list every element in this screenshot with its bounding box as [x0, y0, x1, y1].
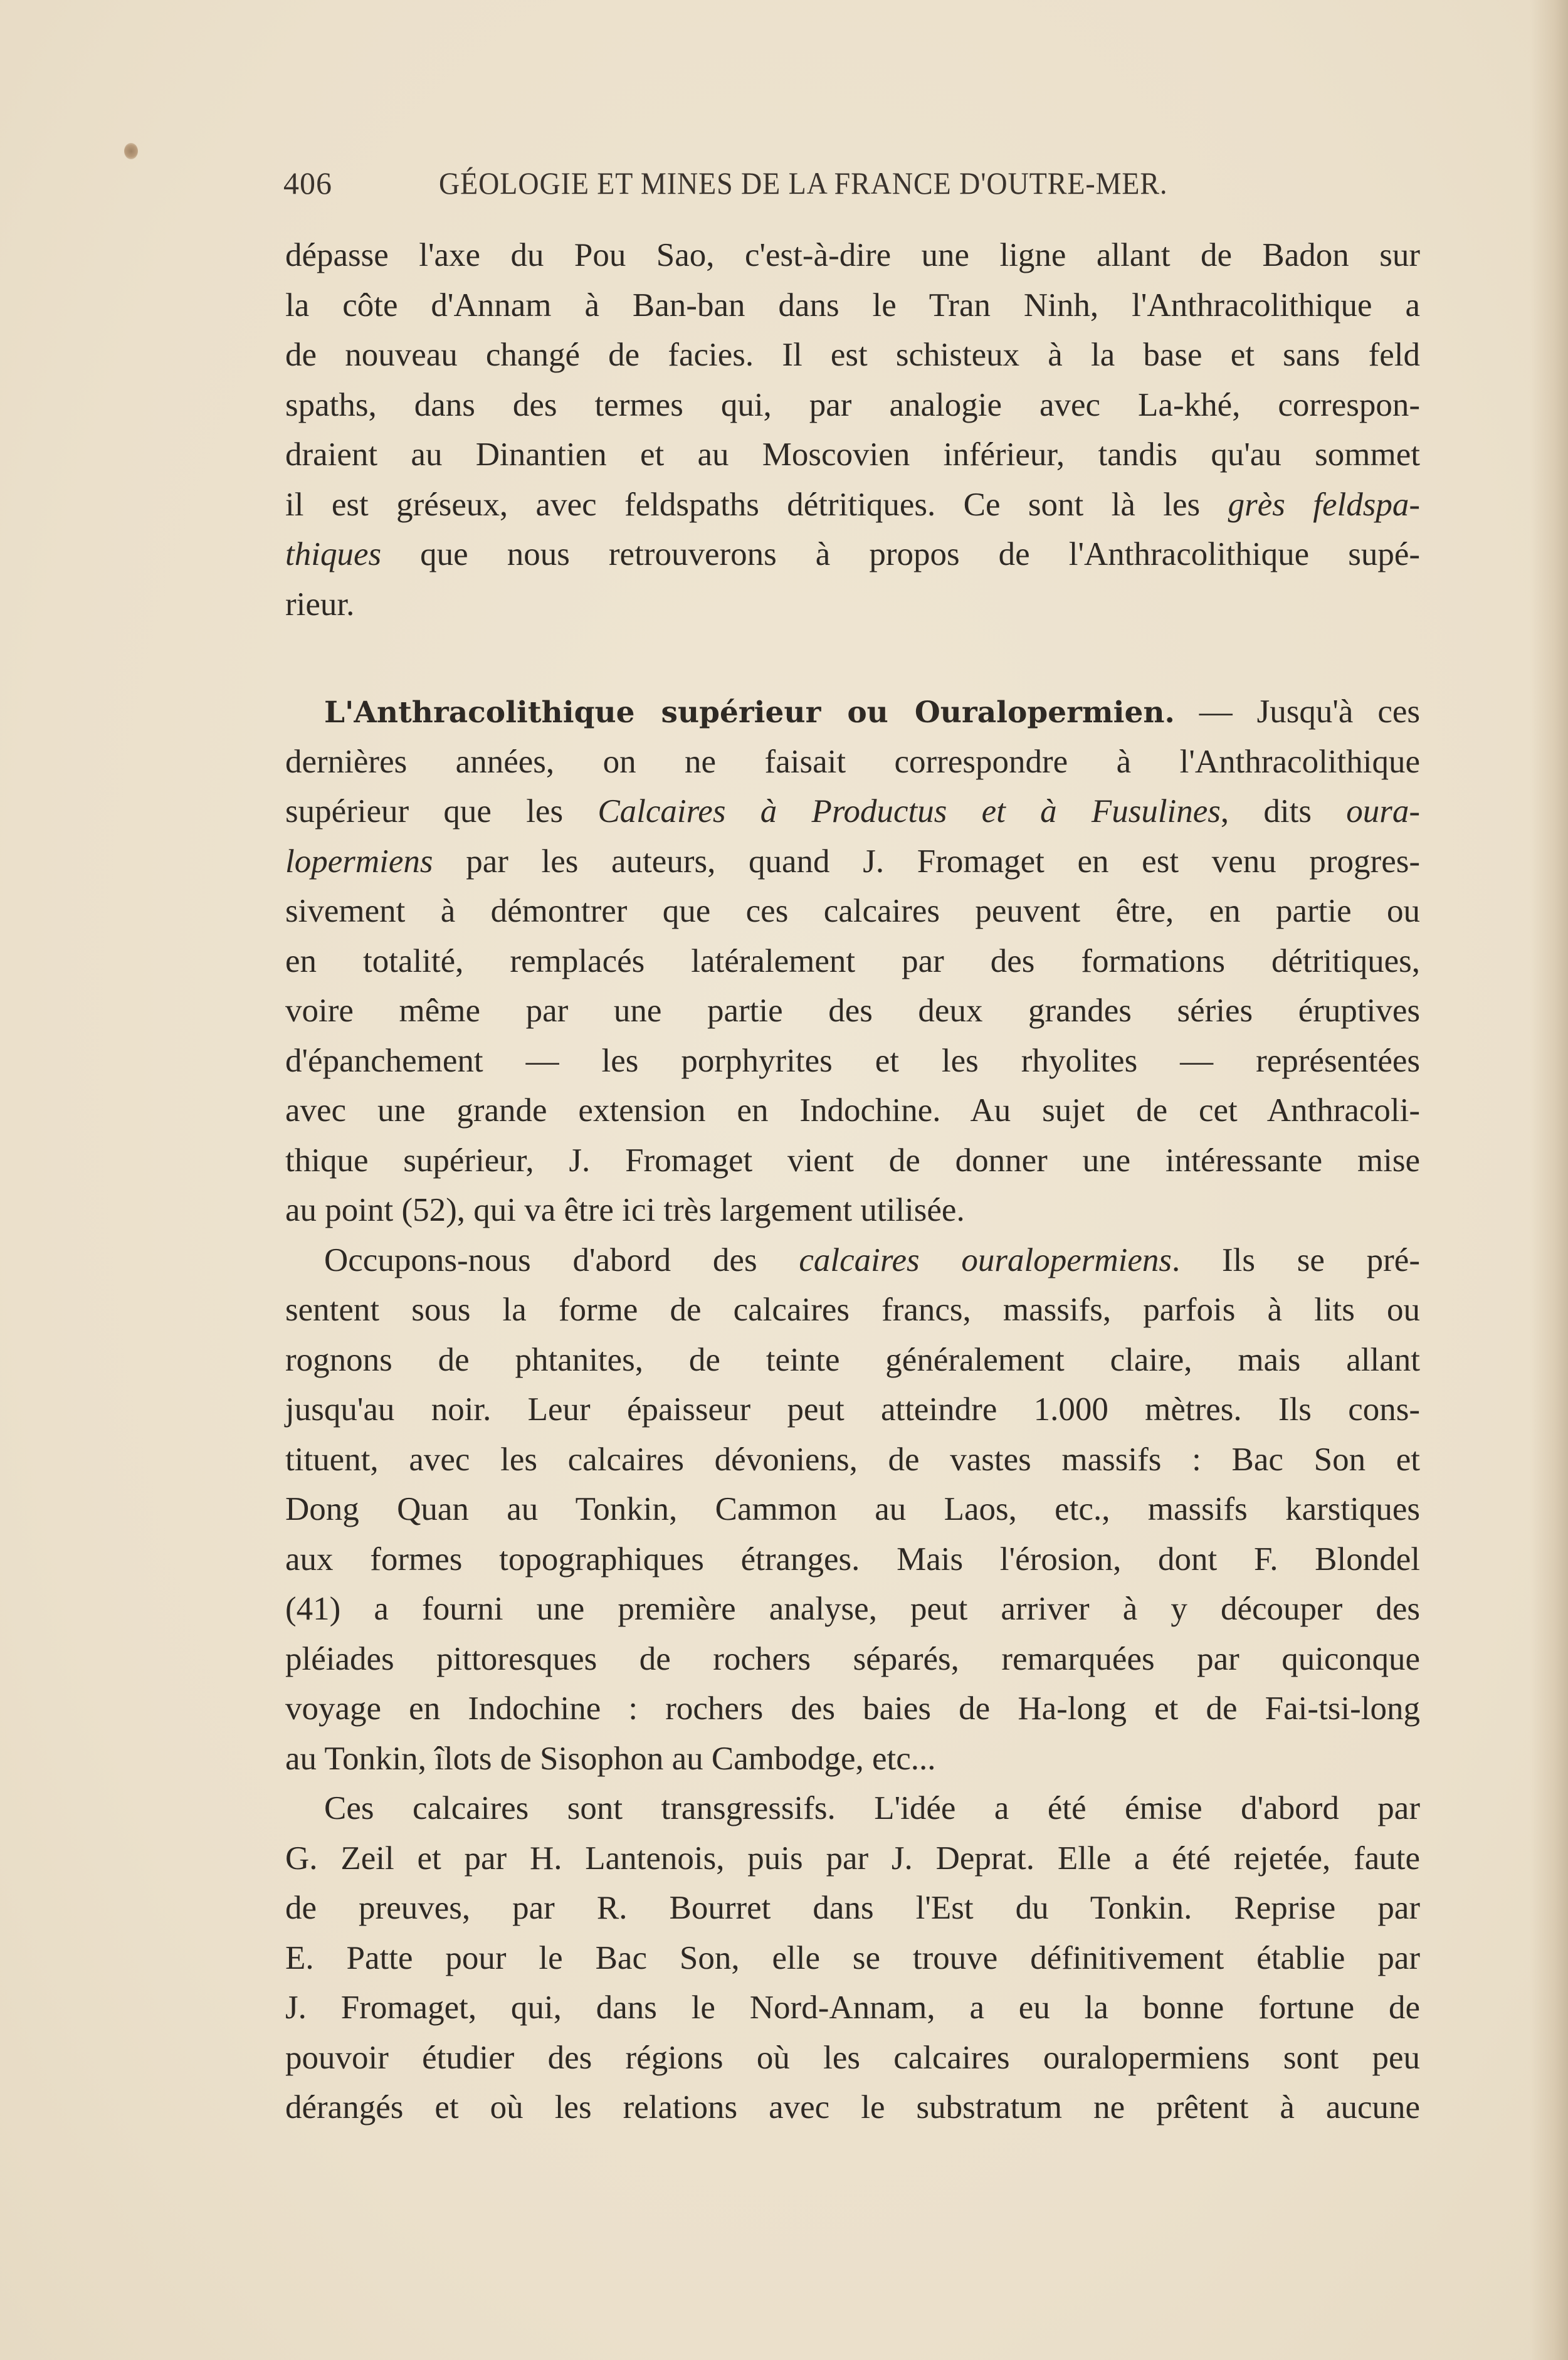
- text-line: draient au Dinantien et au Moscovien inférieur, tandis qu'au sommet: [285, 436, 1420, 473]
- running-head: [283, 164, 1424, 202]
- text-line: d'épanchement — les porphyrites et les rhyolites — représentées: [285, 1042, 1420, 1079]
- text-line: avec une grande extension en Indochine. Au sujet de cet Anthracoli-: [285, 1092, 1420, 1129]
- text-line: thiques que nous retrouverons à propos de l'Anthracolithique supé-: [285, 536, 1420, 572]
- text-line: pouvoir étudier des régions où les calcaires ouralopermiens sont peu: [285, 2039, 1420, 2076]
- text-line: jusqu'au noir. Leur épaisseur peut atteindre 1.000 mètres. Ils cons-: [285, 1391, 1420, 1428]
- text-line: Occupons-nous d'abord des calcaires ouralopermiens. Ils se pré-: [324, 1241, 1420, 1278]
- text-line: pléiades pittoresques de rochers séparés, remarquées par quiconque: [285, 1640, 1420, 1677]
- text-line: spaths, dans des termes qui, par analogie avec La-khé, correspon-: [285, 386, 1420, 423]
- text-line: rognons de phtanites, de teinte généralement claire, mais allant: [285, 1341, 1420, 1378]
- paragraph: [285, 1784, 1420, 2133]
- text-line: voyage en Indochine : rochers des baies de Ha-long et de Fai-tsi-long: [285, 1690, 1420, 1727]
- paragraph: [285, 231, 1420, 630]
- text-line: aux formes topographiques étranges. Mais l'érosion, dont F. Blondel: [285, 1541, 1420, 1578]
- text-line: tituent, avec les calcaires dévoniens, de vastes massifs : Bac Son et: [285, 1441, 1420, 1478]
- text-line: lopermiens par les auteurs, quand J. Fromaget en est venu progres-: [285, 843, 1420, 880]
- section-gap: [285, 630, 1420, 687]
- page-number: 406: [283, 166, 332, 201]
- text-line: thique supérieur, J. Fromaget vient de donner une intéressante mise: [285, 1142, 1420, 1179]
- running-head-title: GÉOLOGIE ET MINES DE LA FRANCE D'OUTRE-MER.: [439, 166, 1168, 201]
- text-line: au point (52), qui va être ici très largement utilisée.: [285, 1192, 965, 1228]
- text-line: de preuves, par R. Bourret dans l'Est du Tonkin. Reprise par: [285, 1890, 1420, 1926]
- italic-term: Calcaires à Productus et à Fusulines: [597, 793, 1221, 830]
- text-line: de nouveau changé de facies. Il est schisteux à la base et sans feld: [285, 337, 1420, 373]
- italic-term: oura-: [1346, 793, 1421, 830]
- section-heading: L'Anthracolithique supérieur ou Ouralopermien.: [324, 695, 1175, 730]
- text-line: Ces calcaires sont transgressifs. L'idée a été émise d'abord par: [324, 1790, 1420, 1826]
- text-line: (41) a fourni une première analyse, peut arriver à y découper des: [285, 1591, 1420, 1627]
- text-line: Dong Quan au Tonkin, Cammon au Laos, etc., massifs karstiques: [285, 1491, 1420, 1527]
- text-line: G. Zeil et par H. Lantenois, puis par J. Deprat. Elle a été rejetée, faute: [285, 1840, 1420, 1877]
- text-line: voire même par une partie des deux grandes séries éruptives: [285, 993, 1420, 1029]
- text-line: J. Fromaget, qui, dans le Nord-Annam, a eu la bonne fortune de: [285, 1989, 1420, 2026]
- text-line: sentent sous la forme de calcaires francs, massifs, parfois à lits ou: [285, 1292, 1420, 1328]
- section-paragraph: [285, 687, 1420, 1236]
- text-line: sivement à démontrer que ces calcaires peuvent être, en partie ou: [285, 893, 1420, 929]
- body-text: [285, 231, 1420, 2133]
- text-line: dépasse l'axe du Pou Sao, c'est-à-dire une ligne allant de Badon sur: [285, 237, 1420, 273]
- paragraph: [285, 1236, 1420, 1784]
- italic-term: lopermiens: [285, 843, 433, 880]
- italic-term: thiques: [285, 536, 382, 572]
- ink-spot-mark: [124, 143, 138, 159]
- text-line: il est gréseux, avec feldspaths détritiques. Ce sont là les grès feldspa-: [285, 486, 1420, 523]
- text-line: supérieur que les Calcaires à Productus et à Fusulines, dits oura-: [285, 793, 1421, 830]
- italic-term: calcaires ouralopermiens: [799, 1241, 1172, 1278]
- text-line: dernières années, on ne faisait correspondre à l'Anthracolithique: [285, 743, 1420, 780]
- text-line: L'Anthracolithique supérieur ou Ouralopermien. — Jusqu'à ces: [324, 693, 1420, 730]
- text-line: dérangés et où les relations avec le substratum ne prêtent à aucune: [285, 2089, 1420, 2126]
- text-line: rieur.: [285, 586, 355, 623]
- text-line: la côte d'Annam à Ban-ban dans le Tran Ninh, l'Anthracolithique a: [285, 287, 1420, 324]
- italic-term: grès feldspa-: [1228, 486, 1420, 523]
- text-line: en totalité, remplacés latéralement par des formations détritiques,: [285, 942, 1420, 979]
- text-line: au Tonkin, îlots de Sisophon au Cambodge, etc...: [285, 1740, 936, 1777]
- text-line: E. Patte pour le Bac Son, elle se trouve définitivement établie par: [285, 1939, 1420, 1976]
